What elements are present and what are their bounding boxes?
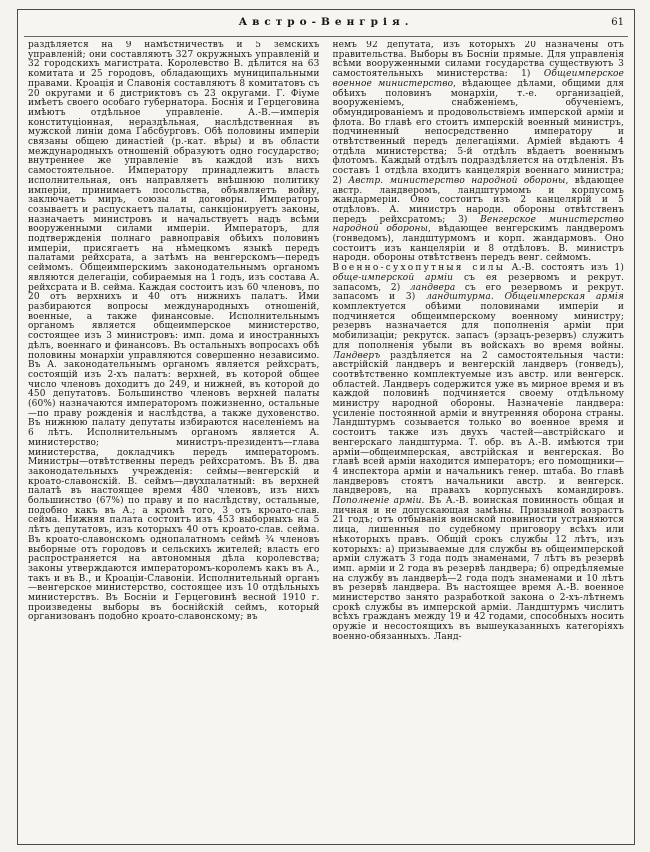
paragraph	[333, 264, 625, 642]
header-rule	[24, 36, 628, 37]
page-frame	[17, 9, 635, 845]
page-number: 61	[611, 17, 624, 28]
text-segment: съ его резервомъ и рекрут. запасомъ и 3)	[332, 282, 624, 303]
text-segment: Австр. министерство народной обороны	[348, 175, 566, 186]
text-segment: Военно-сухопутныя силы	[332, 263, 506, 274]
text-segment: Пополненіе арміи.	[332, 496, 425, 507]
right-column	[333, 41, 625, 839]
text-columns	[28, 41, 624, 839]
paragraph	[333, 41, 625, 264]
text-segment: .	[490, 292, 505, 303]
text-segment: ландвера	[409, 282, 456, 293]
text-segment: Венгерское министерство народной обороны	[332, 214, 624, 235]
text-segment: немъ 92 депутата, изъ которыхъ 20 назначены отъ правительства. Выборы въ Босніи прямые. Для управленія всѣми вооруженными силами государства существуютъ 3 самостоятельныхъ министерства: 1)	[332, 41, 624, 80]
paragraph	[28, 41, 320, 623]
page-header	[18, 10, 634, 36]
text-segment: Ландверъ	[332, 350, 381, 361]
text-segment: Въ А.-В. воинская повинность общая и личная и не допускающая замѣны. Призывной возрастъ 21 годъ; отъ отбыванія воинской повинности устраняются лица, лишенныя по судебному приговору всѣхъ или нѣкоторыхъ правъ. Общій срокъ службы 12 лѣтъ, изъ которыхъ: а) призываемые для службы въ общеимперской арміи служатъ 3 года подъ знаменами, 7 лѣтъ въ резервѣ имп. арміи и 2 года въ резервѣ ландвера; б) опредѣляемые на службу въ ландверѣ—2 года подъ знаменами и 10 лѣтъ въ резервѣ ландвера. Въ настоящее время А.-В. военное министерство занято разработкой закона о 2-хъ-лѣтнемъ срокѣ службы въ имперской арміи. Ландштурмъ числитъ всѣхъ гражданъ между 19 и 42 годами, способныхъ носить оружіе и несостоящихъ въ вышеуказанныхъ категоріяхъ военно-обязанныхъ. Ланд-	[332, 496, 624, 642]
text-segment: ландштурма	[426, 292, 491, 303]
page-title: Австро-Венгрія.	[238, 16, 414, 28]
text-segment: , вѣдающее дѣлами, общими для обѣихъ половинъ монархіи, т.-е. организаціей, вооруженіемъ, снабженіемъ, обученіемъ, обмундированіемъ и продовольствіемъ имперской арміи и флота. Во главѣ его стоитъ имперскій военный министръ, подчиненный непосредственно императору и отвѣтственный передъ делегаціями. Арміей вѣдаютъ 4 отдѣла министерства; 5-й отдѣлъ вѣдаетъ военнымъ флотомъ. Каждый отдѣлъ подраздѣляется на отдѣленія. Въ составъ 1 отдѣла входитъ канцелярія военнаго министра; 2)	[332, 78, 624, 186]
text-segment: , вѣдающее венгерскимъ ландверомъ (гонведомъ), ландштурмомъ и корп. жандармовъ. Оно состоитъ изъ канцеляріи и 8 отдѣловъ. В. министръ народн. обороны отвѣтственъ передъ венг. сеймомъ.	[332, 224, 624, 264]
left-column	[28, 41, 320, 839]
text-segment: , вѣдающее австр. ландверомъ, ландштурмомъ и корпусомъ жандармеріи. Оно состоитъ изъ 2 канцелярій и 5 отдѣловъ. А. министръ народн. обороны отвѣтственъ передъ рейхсратомъ; 3)	[332, 175, 624, 225]
text-segment: А.-В. состоятъ изъ 1)	[505, 263, 624, 274]
text-segment: Общеимперское военное министерство	[332, 69, 624, 89]
text-segment: съ ея резервомъ и рекрут. запасомъ, 2)	[332, 272, 624, 293]
text-segment: обще-имперской арміи	[332, 272, 454, 283]
text-segment: раздѣляется на 2 самостоятельныя части: австрійскій ландверъ и венгерскій ландверъ (гонведъ), соотвѣтственно комплектуемые изъ австр. или венгерск. областей. Ландверъ содержится уже въ мирное время и въ каждой половинѣ подчиняется своему отдѣльному министру народной обороны. Назначеніе ландвера: усиленіе постоянной арміи и внутренняя оборона страны. Ландштурмъ созывается только во военное время и состоитъ также изъ двухъ частей—австрійскаго и венгерскаго ландштурма. Т. обр. въ А.-В. имѣются три арміи—общеимперская, австрійская и венгерская. Во главѣ всей арміи находится императоръ; его помощники—4 инспектора арміи и начальникъ генер. штаба. Во главѣ ландверовъ стоятъ начальники австр. и венгерск. ландверовъ, на правахъ корпусныхъ командировъ.	[332, 350, 624, 497]
text-segment: комплектуется обѣими половинами имперіи и подчиняется общеимперскому военному министру; резервъ назначается для пополненія арміи при мобилизаціи; рекрутск. запасъ (эрзацъ-резервъ) служитъ для пополненія убыли въ войскахъ во время войны.	[332, 301, 624, 351]
text-segment: Общеимперская армія	[504, 292, 624, 303]
text-segment: раздѣляется на 9 намѣстничествъ и 5 земскихъ управленій; они составляютъ 327 окружныхъ управленій и 32 городскихъ магистрата. Королевство В. дѣлится на 63 комитата и 25 городовъ, обладающихъ муниципальными правами. Кроація и Славонія составляютъ 8 комитатовъ съ 20 округами и 6 дистриктовъ съ 23 округами. Г. Фіуме имѣетъ своего особаго губернатора. Боснія и Герцеговина имѣютъ отдѣльное управленіе. А.-В.—имперія конституціонная, нераздѣльная, наслѣдственная въ мужской линіи дома Габсбурговъ. Обѣ половины имперіи связаны общею династіей (р.-кат. вѣры) и въ области международныхъ отношеній образуютъ одно государство; внутреннее же управленіе въ каждой изъ нихъ самостоятельное. Императору принадлежитъ власть исполнительная, онъ направляетъ внѣшнюю политику имперіи, принимаетъ посольства, объявляетъ войну, заключаетъ миръ, союзы и договоры. Императоръ созываетъ и распускаетъ палаты, санкціонируетъ законы, назначаетъ министровъ и начальствуетъ надъ всѣми вооруженными силами имперіи. Императоръ, для подтвержденія полнаго равноправія обѣихъ половинъ имперіи, присягаетъ на нѣмецкомъ языкѣ передъ палатами рейхсрата, а затѣмъ на венгерскомъ—передъ сеймомъ. Общеимперскимъ законодательнымъ органомъ являются делегаціи, собираемыя на 1 годъ, изъ состава А. рейхсрата и В. сейма. Каждая состоитъ изъ 60 членовъ, по 20 отъ верхнихъ и 40 отъ нижнихъ палатъ. Ими разбираются вопросы международныхъ отношеній, военные, а также финансовые. Исполнительнымъ органомъ является общеимперское министерство, состоящее изъ 3 министровъ: имп. дома и иностранныхъ дѣлъ, военнаго и финансовъ. Въ остальныхъ вопросахъ обѣ половины монархіи управляются совершенно независимо. Въ А. законодательнымъ органомъ является рейхсратъ, состоящій изъ 2-хъ палатъ: верхней, въ которой общее число членовъ доходитъ до 249, и нижней, въ которой до 450 депутатовъ. Большинство членовъ верхней палаты (60%) назначаются императоромъ пожизненно, остальные—по праву рожденія и наслѣдства, а также духовенство. Въ нижнюю палату депутаты избираются населеніемъ на 6 лѣтъ. Исполнительнымъ органомъ является А. министерство; министръ-президентъ—глава министерства, докладчикъ передъ императоромъ. Министры—отвѣтственны передъ рейхсратомъ. Въ В. два законодательныхъ учрежденія: сеймы—венгерскій и кроато-славонскій. В. сеймъ—двухпалатный: въ верхней палатѣ въ настоящее время 480 членовъ, изъ нихъ большинство (67%) по праву и по наслѣдству, остальные, подобно какъ въ А.; а кромѣ того, 3 отъ кроато-слав. сейма. Нижняя палата состоитъ изъ 453 выборныхъ на 5 лѣтъ депутатовъ, изъ которыхъ 40 отъ кроато-слав. сейма. Въ кроато-славонскомъ однопалатномъ сеймѣ ¾ членовъ выборные отъ городовъ и сельскихъ жителей; власть его распространяется на автономныя дѣла королевства; законы утверждаются императоромъ-королемъ какъ въ А., такъ и въ В., и Кроаціи-Славоніи. Исполнительный органъ—венгерское министерство, состоящее изъ 10 отдѣльныхъ министерствъ. Въ Босніи и Герцеговинѣ весной 1910 г. произведены выборы въ боснійскій сеймъ, который организованъ подобно кроато-славонскому; въ	[28, 41, 320, 623]
